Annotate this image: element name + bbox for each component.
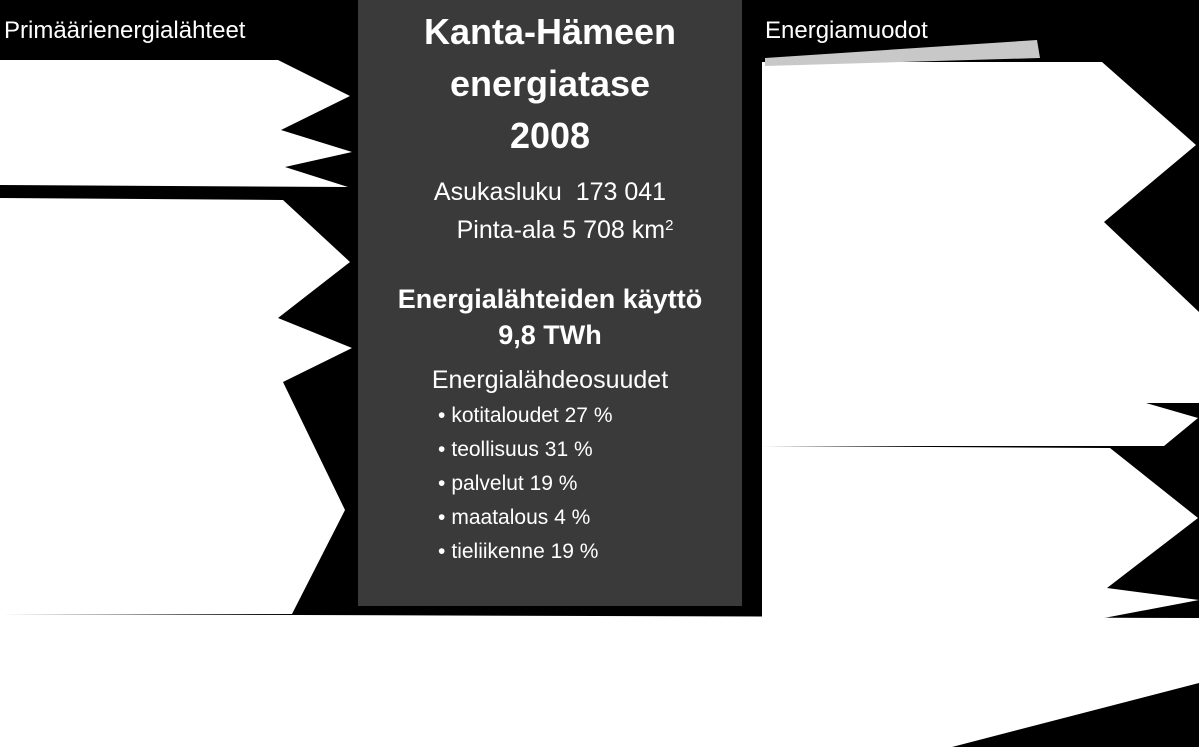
share-item — [438, 399, 613, 433]
area-value: 5 708 km — [562, 216, 666, 244]
right-flow-arrow-3 — [762, 446, 1199, 618]
usage-title — [358, 281, 742, 353]
share-value: 31 % — [544, 438, 593, 461]
title-line: energiatase — [449, 63, 651, 104]
shares-title: Energialähdeosuudet — [431, 366, 669, 394]
area-label: Pinta-ala — [456, 216, 556, 244]
left-flow-arrow-1 — [0, 60, 352, 187]
population-value: 173 041 — [575, 178, 667, 206]
title-line: 2008 — [509, 115, 591, 156]
share-label: palvelut — [451, 472, 524, 495]
share-value: 19 % — [529, 472, 578, 495]
left-flow-arrow-2 — [0, 198, 352, 614]
share-value: 19 % — [550, 540, 599, 563]
usage-title-line: Energialähteiden käyttö — [397, 284, 703, 314]
center-panel — [358, 0, 742, 606]
diagram-title — [358, 6, 742, 162]
right-heading: Energiamuodot — [765, 17, 928, 44]
right-flow-arrow-1 — [762, 62, 1199, 403]
population-label: Asukasluku — [433, 178, 562, 206]
share-item — [438, 501, 613, 535]
share-label: teollisuus — [451, 438, 539, 461]
shares-list — [438, 399, 613, 569]
area — [358, 214, 742, 246]
share-value: 4 % — [554, 506, 591, 529]
title-line: Kanta-Hämeen — [423, 11, 677, 52]
population — [358, 176, 742, 208]
right-flow-arrow-2 — [762, 403, 1198, 446]
bottom-flow-arrow — [0, 614, 1199, 747]
left-heading: Primäärienergialähteet — [4, 17, 246, 44]
area-exponent: 2 — [665, 217, 674, 234]
share-item — [438, 467, 613, 501]
usage-total: 9,8 TWh — [498, 320, 602, 350]
share-label: tieliikenne — [451, 540, 545, 563]
share-value: 27 % — [564, 404, 613, 427]
share-item — [438, 535, 613, 569]
share-label: kotitaloudet — [451, 404, 559, 427]
share-label: maatalous — [451, 506, 549, 529]
share-item — [438, 433, 613, 467]
